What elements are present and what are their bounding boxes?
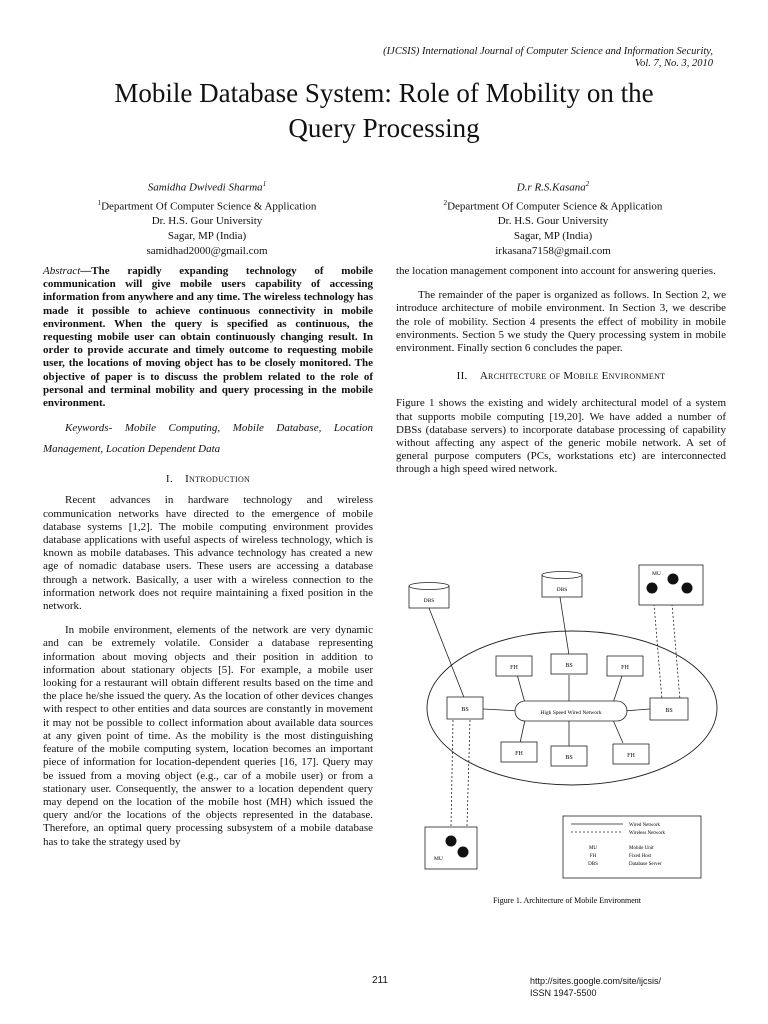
legend-value-2: Mobile Unit xyxy=(629,846,654,851)
fh-top-left-label: FH xyxy=(510,665,518,671)
fh-top-right xyxy=(607,656,643,676)
author-1-name: Samidha Dwivedi Sharma xyxy=(147,181,263,194)
fh-top-left xyxy=(496,656,532,676)
author-1-email: samidhad2000@gmail.com xyxy=(146,245,268,258)
mobile-unit-dot xyxy=(647,583,658,594)
author-2-affil-sup: 2 xyxy=(443,198,448,207)
bs-right-label: BS xyxy=(665,708,673,714)
intro-paragraph-1: Recent advances in hardware technology and wireless communication networks have directed to the emergence of mobile database systems [1,2]. The mobile computing environment provides database applications with useful aspects of wireless technology, which is known as mobile databases. This advance technology has created a new age of nomadic database users. These users are accessing a database through a network. Basically, a user with a wireless connection to the information network does not require maintaining a fixed position in the network. xyxy=(43,494,373,613)
figure-legend xyxy=(563,816,701,878)
title-line-1: Mobile Database System: Role of Mobility on the xyxy=(114,78,654,108)
network-label: High Speed Wired Network xyxy=(540,710,602,716)
author-2-email: irkasana7158@gmail.com xyxy=(495,245,611,258)
right-paragraph-1: the location management component into account for answering queries. xyxy=(396,265,716,277)
fh-bottom-right xyxy=(613,744,649,764)
section-heading-2 xyxy=(396,370,726,383)
mu-top-right xyxy=(639,565,703,605)
mobile-unit-dot xyxy=(682,583,693,594)
figure-architecture xyxy=(395,560,735,905)
section-heading-1 xyxy=(43,473,373,486)
mu-bottom-left-label: MU xyxy=(434,856,443,862)
footer-issn: ISSN 1947-5500 xyxy=(530,988,597,998)
dbs-center xyxy=(542,572,582,598)
author-1-sup: 1 xyxy=(262,180,267,188)
legend-key-4: DBS xyxy=(588,862,598,867)
mobile-unit-dot xyxy=(458,847,469,858)
fh-bottom-left xyxy=(501,742,537,762)
author-2-sup: 2 xyxy=(585,180,590,188)
title-line-2: Query Processing xyxy=(288,113,480,143)
mobile-unit-dot xyxy=(446,836,457,847)
bs-left-label: BS xyxy=(461,707,469,713)
bs-bottom xyxy=(551,746,587,766)
bs-right xyxy=(650,698,688,720)
bs-top xyxy=(551,654,587,674)
bs-top-label: BS xyxy=(565,663,573,669)
mobile-unit-dot xyxy=(668,574,679,585)
legend-key-3: FH xyxy=(589,854,597,859)
legend-value-4: Database Server xyxy=(629,862,662,867)
figure-caption: Figure 1. Architecture of Mobile Environment xyxy=(493,896,641,905)
left-column xyxy=(43,265,373,849)
footer-info xyxy=(530,975,661,999)
keywords-text: Mobile Computing, Mobile Database, Location Management, Location Dependent Data xyxy=(43,422,374,456)
keywords xyxy=(43,418,373,460)
journal-header xyxy=(383,46,713,70)
mu-bottom-left xyxy=(425,827,477,869)
legend-value-1: Wireless Network xyxy=(629,831,666,836)
fh-bottom-right-label: FH xyxy=(627,753,635,759)
section-2-number: II. xyxy=(456,370,468,383)
section-1-number: I. xyxy=(165,473,173,486)
high-speed-network xyxy=(515,701,627,721)
author-1-dept: Department Of Computer Science & Application xyxy=(101,200,317,213)
fh-bottom-left-label: FH xyxy=(515,751,523,757)
keywords-label: Keywords- xyxy=(65,422,113,435)
abstract-text: The rapidly expanding technology of mobile communication will give mobile users capability of accessing information from anywhere and any time. The wireless technology has made it possible to achieve continuous connectivity in mobile environment. When the query is specified as continuous, the requesting mobile user can obtain continuously changing result. In order to provide accurate and timely outcome to requesting mobile user, the locations of moving object has to be closely monitored. The objective of paper is to discuss the problem related to the role of personal and terminal mobility and query processing in the mobile environment. xyxy=(43,265,373,410)
right-paragraph-3: Figure 1 shows the existing and widely architectural model of a system that supports mobile computing [19,20]. We have added a number of DBSs (database servers) to incorporate database processing of capability without affecting any aspect of the generic mobile network. A set of general purpose computers (PCs, workstations etc) are interconnected through a high speed wired network. xyxy=(396,397,726,476)
author-2-name: D.r R.S.Kasana xyxy=(516,181,586,194)
author-1-city: Sagar, MP (India) xyxy=(167,230,247,243)
abstract-label: Abstract xyxy=(43,265,81,277)
dbs-center-label: DBS xyxy=(556,587,568,593)
intro-paragraph-2: In mobile environment, elements of the network are very dynamic and can be extremely volatile. Consider a database representing information about moving objects and their position in addition to information about stationary objects [5]. For example, a mobile user looking for a restaurant will obtain different results based on the time and the place he/she issued the query. As the location of other devices changes with respect to other entities and data sources are constantly in movement it may not be possible to collect information about available data sources at any given point of time. As the mobility is the most distinguishing feature of the mobile computing system, location becomes an important piece of information for location-dependent queries [16, 17]. Query may be issued from a moving object (e.g., car of a mobile user) or from a stationary user. Consequently, the answer to a location dependent query may depend on the location of the mobile host (MH) which issued the query and/or the locations of the objects represented in the database. Therefore, an optimal query processing subsystem of a mobile database has to take the strategy used by xyxy=(43,624,373,848)
page-number: 211 xyxy=(372,975,388,986)
section-2-title: Architecture of Mobile Environment xyxy=(479,370,666,383)
right-column xyxy=(396,265,726,477)
dbs-left xyxy=(409,583,449,609)
legend-key-2: MU xyxy=(588,846,598,851)
journal-name: (IJCSIS) International Journal of Computer Science and Information Security, xyxy=(383,46,713,57)
author-2-dept: Department Of Computer Science & Application xyxy=(447,200,663,213)
author-2-city: Sagar, MP (India) xyxy=(513,230,593,243)
author-2 xyxy=(403,177,703,259)
dbs-left-label: DBS xyxy=(423,598,435,604)
bs-left xyxy=(447,697,483,719)
journal-volume: Vol. 7, No. 3, 2010 xyxy=(634,58,713,69)
right-paragraph-2: The remainder of the paper is organized as follows. In Section 2, we introduce architecture of mobile environment. In Section 3, we describe the role of mobility. Section 4 presents the effect of mobility in mobile environments. Section 5 we study the Query processing system in mobile environment. Finally section 6 concludes the paper. xyxy=(396,289,726,355)
author-1 xyxy=(57,177,357,259)
legend-value-3: Fixed Host xyxy=(629,854,652,859)
mu-top-right-label: MU xyxy=(652,571,661,577)
footer-url[interactable]: http://sites.google.com/site/ijcsis/ xyxy=(530,976,662,986)
author-2-univ: Dr. H.S. Gour University xyxy=(497,215,609,228)
fh-top-right-label: FH xyxy=(621,665,629,671)
abstract: Abstract—The rapidly expanding technology of mobile communication will give mobile users capability of accessing information from anywhere and any time. The wireless technology has made it possible to achieve continuous connectivity in mobile environment. When the query is specified as continuous, the requesting mobile user can obtain continuously changing result. In order to provide accurate and timely outcome to requesting mobile user, the locations of moving object has to be closely monitored. The objective of paper is to discuss the problem related to the role of personal and terminal mobility and query processing in the mobile environment. xyxy=(43,265,373,410)
legend-value-0: Wired Network xyxy=(629,823,661,828)
paper-title xyxy=(40,76,728,146)
author-1-affil-sup: 1 xyxy=(97,198,102,207)
bs-bottom-label: BS xyxy=(565,755,573,761)
author-1-univ: Dr. H.S. Gour University xyxy=(151,215,263,228)
section-1-title: Introduction xyxy=(185,473,251,486)
